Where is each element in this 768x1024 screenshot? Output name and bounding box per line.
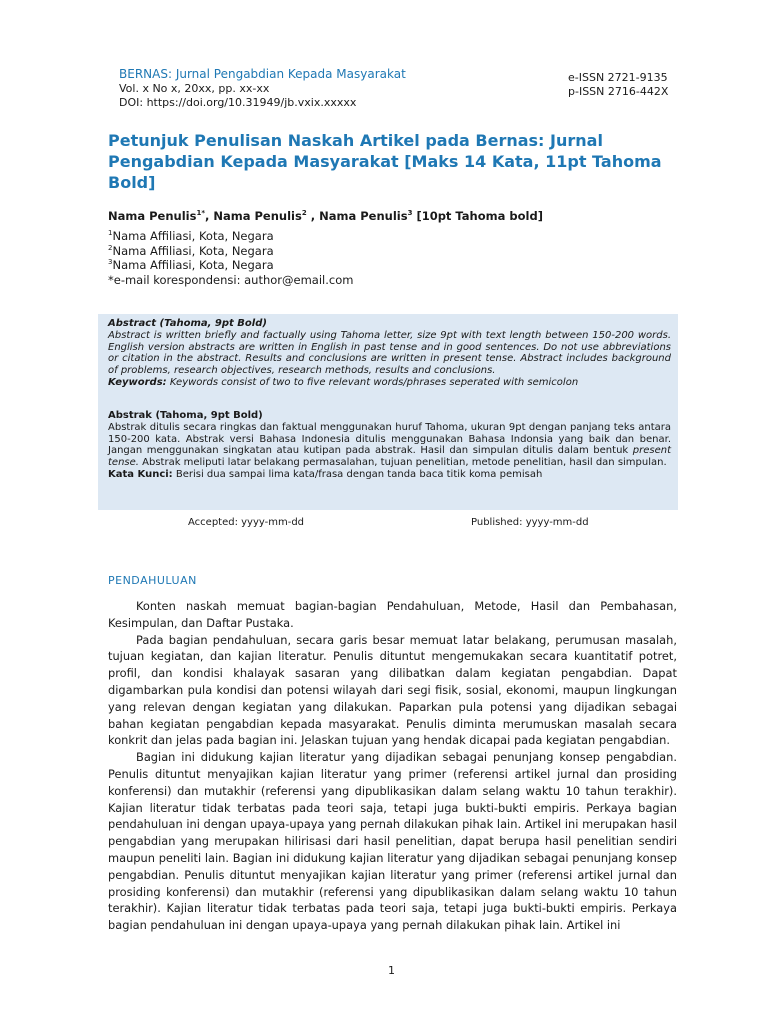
- abstract-english: [108, 318, 671, 389]
- affiliations: [108, 229, 353, 287]
- abstract-indonesian: [108, 410, 671, 481]
- affiliation-sup: 1: [108, 229, 113, 238]
- body-paragraph: Bagian ini didukung kajian literatur yang dijadikan sebagai penunjang konsep pengabdian. Penulis dituntut menyajikan kajian literatur yang primer (referensi artikel jurnal dan prosiding konferensi) dan mutakhir (referensi yang dipublikasikan dalam selang waktu 10 tahun terakhir). Kajian literatur tidak terbatas pada teori saja, tetapi juga bukti-bukti empiris. Perkaya bagian pendahuluan ini dengan upaya-upaya yang pernah dilakukan pihak lain. Artikel ini merupakan hasil pengabdian yang merupakan hilirisasi dari hasil penelitian, dapat berupa hasil penelitian sendiri maupun peneliti lain. Bagian ini didukung kajian literatur yang dijadikan sebagai penunjang konsep pengabdian. Penulis dituntut menyajikan kajian literatur yang primer (referensi artikel jurnal dan prosiding konferensi) dan mutakhir (referensi yang dipublikasikan dalam selang waktu 10 tahun terakhir). Kajian literatur tidak terbatas pada teori saja, tetapi juga bukti-bukti empiris. Perkaya bagian pendahuluan ini dengan upaya-upaya yang pernah dilakukan pihak lain. Artikel ini: [108, 750, 677, 933]
- journal-name: BERNAS: Jurnal Pengabdian Kepada Masyarakat: [119, 67, 406, 81]
- accepted-date: Accepted: yyyy-mm-dd: [188, 517, 305, 528]
- affiliation-text: Nama Affiliasi, Kota, Negara: [112, 243, 274, 258]
- kata-kunci-line: [108, 469, 671, 481]
- article-title: Petunjuk Penulisan Naskah Artikel pada Bernas: Jurnal Pengabdian Kepada Masyarakat [Maks 14 Kata, 11pt Tahoma Bold]: [108, 131, 662, 192]
- author-sup: 1*: [196, 209, 205, 218]
- author-note: [10pt Tahoma bold]: [412, 209, 543, 223]
- abstrak-text: [108, 422, 671, 469]
- correspondence-email: *e-mail korespondensi: author@email.com: [108, 272, 354, 287]
- keywords-label: Keywords:: [108, 376, 167, 388]
- abstract-heading: Abstract (Tahoma, 9pt Bold): [108, 318, 267, 329]
- author-name: , Nama Penulis: [205, 209, 302, 223]
- author-name: Nama Penulis: [108, 209, 197, 223]
- body-paragraph: Konten naskah memuat bagian-bagian Pendahuluan, Metode, Hasil dan Pembahasan, Kesimpulan, dan Daftar Pustaka.: [108, 599, 677, 630]
- body-text: [108, 598, 677, 934]
- issn-block: [568, 71, 668, 99]
- affiliation-sup: 2: [108, 243, 113, 252]
- abstrak-text-part: Abstrak ditulis secara ringkas dan faktual menggunakan huruf Tahoma, ukuran 9pt dengan panjang teks antara 150-200 kata. Abstrak versi Bahasa Indonesia ditulis menggunakan Bahasa Indonsia yang baik dan benar. Jangan menggunakan singkatan atau kutipan pada abstrak. Hasil dan simpulan ditulis dalam bentuk: [108, 421, 671, 457]
- author-sup: 3: [407, 209, 413, 218]
- author-sup: 2: [301, 209, 307, 218]
- affiliation-text: Nama Affiliasi, Kota, Negara: [112, 258, 274, 272]
- affiliation: [108, 258, 353, 273]
- affiliation-sup: 3: [108, 258, 113, 267]
- journal-header: [119, 67, 406, 110]
- author-name: , Nama Penulis: [306, 209, 408, 223]
- kata-kunci-text: Berisi dua sampai lima kata/frasa dengan tanda baca titik koma pemisah: [172, 468, 543, 480]
- affiliation-text: Nama Affiliasi, Kota, Negara: [112, 229, 274, 243]
- abstrak-text-italic: present tense.: [108, 445, 671, 469]
- kata-kunci-label: Kata Kunci:: [108, 468, 173, 480]
- section-heading: PENDAHULUAN: [108, 574, 197, 587]
- abstrak-text-part: Abstrak meliputi latar belakang permasalahan, tujuan penelitian, metode penelitian, hasil dan simpulan.: [138, 457, 667, 469]
- eissn: e-ISSN 2721-9135: [568, 71, 668, 84]
- published-date: Published: yyyy-mm-dd: [471, 517, 589, 528]
- keywords-text: Keywords consist of two to five relevant words/phrases seperated with semicolon: [166, 376, 579, 388]
- body-paragraph: Pada bagian pendahuluan, secara garis besar memuat latar belakang, perumusan masalah, tujuan kegiatan, dan kajian literatur. Penulis dituntut mengemukakan secara kuantitatif potret, profil, dan kondisi khalayak sasaran yang dilibatkan dalam kegiatan pengabdian. Dapat digambarkan pula kondisi dan potensi wilayah dari segi fisik, sosial, ekonomi, maupun lingkungan yang relevan dengan kegiatan yang dilakukan. Paparkan pula potensi yang dijadikan sebagai bahan kegiatan pengabdian kepada masyarakat. Penulis diminta merumuskan masalah secara konkrit dan jelas pada bagian ini. Jelaskan tujuan yang hendak dicapai pada kegiatan pengabdian.: [108, 632, 677, 748]
- page-number: 1: [388, 964, 395, 977]
- doi-link[interactable]: DOI: https://doi.org/10.31949/jb.vxix.xxxxx: [119, 96, 357, 109]
- author-line: [108, 209, 543, 223]
- pissn: p-ISSN 2716-442X: [568, 85, 669, 98]
- volume-info: Vol. x No x, 20xx, pp. xx-xx: [119, 82, 270, 95]
- abstrak-heading: Abstrak (Tahoma, 9pt Bold): [108, 410, 263, 421]
- affiliation: [108, 229, 353, 244]
- affiliation: [108, 244, 353, 259]
- abstract-text: Abstract is written briefly and factually using Tahoma letter, size 9pt with text length between 150-200 words. English version abstracts are written in English in past tense and in good sentences. Do not use abbreviations or citation in the abstract. Results and conclusions are written in present tense. Abstract includes background of problems, research objectives, research methods, results and conclusions.: [108, 329, 671, 377]
- keywords-line: [108, 377, 671, 389]
